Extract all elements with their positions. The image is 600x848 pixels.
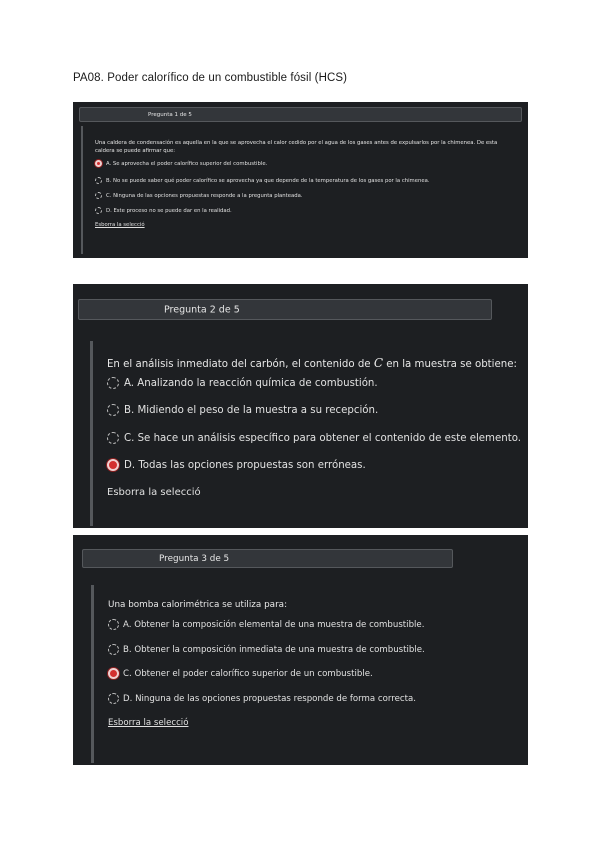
question-divider <box>81 126 83 254</box>
radio-selected-icon[interactable] <box>95 160 102 167</box>
quiz-question-3-screenshot <box>73 535 528 765</box>
question-text: Una caldera de condensación es aquella en la que se aprovecha el calor cedido por el agua de los gases antes de expulsarlos por la chimenea. De esta caldera se puede afirmar que: <box>95 140 498 154</box>
question-header-bar <box>79 107 522 122</box>
answer-option-b[interactable] <box>108 644 425 655</box>
answer-option-d[interactable] <box>108 693 416 704</box>
question-number-label: Pregunta 3 de 5 <box>159 553 230 564</box>
question-divider <box>91 585 94 763</box>
option-label: B. No se puede saber qué poder calorífico se aprovecha ya que depende de la temperatura de los gases por la chimenea. <box>106 177 430 184</box>
option-label: C. Obtener el poder calorífico superior de un combustible. <box>123 668 373 679</box>
radio-selected-icon[interactable] <box>107 459 119 471</box>
question-divider <box>90 341 93 526</box>
radio-unselected-icon[interactable] <box>95 207 102 214</box>
option-label: C. Ninguna de las opciones propuestas responde a la pregunta planteada. <box>106 192 303 199</box>
question-text-start: En el análisis inmediato del carbón, el contenido de <box>107 359 371 370</box>
quiz-question-2-screenshot <box>73 284 528 528</box>
answer-option-d[interactable] <box>107 459 366 471</box>
radio-unselected-icon[interactable] <box>95 192 102 199</box>
answer-option-c[interactable] <box>107 432 521 444</box>
clear-selection-link[interactable]: Esborra la selecció <box>95 222 145 228</box>
radio-unselected-icon[interactable] <box>108 693 119 704</box>
radio-unselected-icon[interactable] <box>95 177 102 184</box>
radio-unselected-icon[interactable] <box>107 377 119 389</box>
question-number-label: Pregunta 2 de 5 <box>164 304 240 315</box>
option-label: D. Este proceso no se puede dar en la realidad. <box>106 207 232 214</box>
option-label: A. Se aprovecha el poder calorífico superior del combustible. <box>106 160 268 167</box>
radio-unselected-icon[interactable] <box>107 404 119 416</box>
quiz-question-1-screenshot <box>73 102 528 258</box>
answer-option-b[interactable] <box>95 177 430 184</box>
answer-option-a[interactable] <box>95 160 267 167</box>
question-text: Una bomba calorimétrica se utiliza para: <box>108 600 288 610</box>
answer-option-b[interactable] <box>107 404 378 416</box>
document-title: PA08. Poder calorífico de un combustible fósil (HCS) <box>73 72 348 84</box>
answer-option-a[interactable] <box>107 377 378 389</box>
radio-unselected-icon[interactable] <box>107 432 119 444</box>
answer-option-a[interactable] <box>108 619 424 630</box>
clear-selection-link[interactable]: Esborra la selecció <box>107 487 201 498</box>
question-text <box>107 356 517 370</box>
option-label: B. Midiendo el peso de la muestra a su recepción. <box>124 404 379 416</box>
radio-selected-icon[interactable] <box>108 668 119 679</box>
option-label: C. Se hace un análisis específico para obtener el contenido de este elemento. <box>124 432 521 444</box>
option-label: D. Todas las opciones propuestas son erróneas. <box>124 459 366 471</box>
question-text-end: en la muestra se obtiene: <box>386 359 517 370</box>
clear-selection-link[interactable]: Esborra la selecció <box>108 718 189 728</box>
option-label: D. Ninguna de las opciones propuestas responde de forma correcta. <box>123 693 416 704</box>
question-number-label: Pregunta 1 de 5 <box>148 111 192 118</box>
radio-unselected-icon[interactable] <box>108 644 119 655</box>
option-label: B. Obtener la composición inmediata de una muestra de combustible. <box>123 644 425 655</box>
answer-option-c[interactable] <box>95 192 303 199</box>
math-variable: C <box>373 356 383 370</box>
radio-unselected-icon[interactable] <box>108 619 119 630</box>
option-label: A. Analizando la reacción química de combustión. <box>124 377 378 389</box>
question-header-bar <box>82 549 453 568</box>
option-label: A. Obtener la composición elemental de una muestra de combustible. <box>123 619 425 630</box>
question-header-bar <box>78 299 492 320</box>
answer-option-d[interactable] <box>95 207 232 214</box>
answer-option-c[interactable] <box>108 668 373 679</box>
